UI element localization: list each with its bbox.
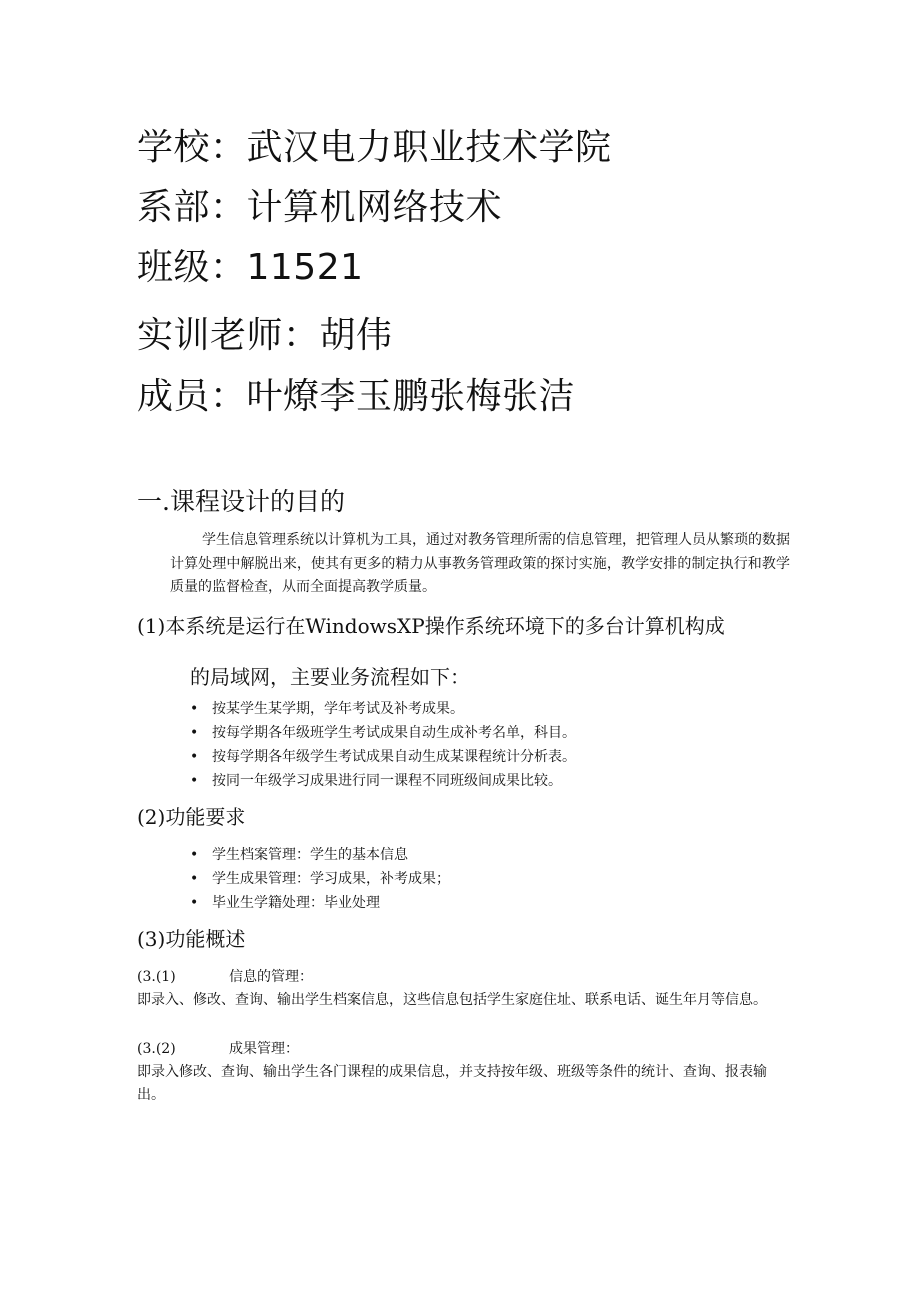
subsection-text: 即录入修改、查询、输出学生各门课程的成果信息，并支持按年级、班级等条件的统计、查询、报表输出。: [137, 1064, 767, 1103]
members-line: 成员：叶燎李玉鹏张梅张洁: [137, 376, 576, 417]
subsection-text: 即录入、修改、查询、输出学生档案信息，这些信息包括学生家庭住址、联系电话、诞生年月等信息。: [137, 992, 767, 1008]
department-line: 系部：计算机网络技术: [137, 187, 503, 228]
class-line: 班级：11521: [137, 247, 364, 288]
part3-title: (3)功能概述: [137, 927, 246, 951]
part2-title: (2)功能要求: [137, 805, 246, 829]
subsection-heading: (3.(1) 信息的管理：: [137, 969, 313, 985]
list-item: • 学生成果管理：学习成果，补考成果；: [190, 871, 450, 887]
list-item: • 按每学期各年级学生考试成果自动生成某课程统计分析表。: [190, 749, 576, 765]
section1-title: 一.课程设计的目的: [137, 487, 345, 516]
list-item: • 按同一年级学习成果进行同一课程不同班级间成果比较。: [190, 773, 562, 789]
section1-paragraph: 学生信息管理系统以计算机为工具，通过对教务管理所需的信息管理，把管理人员从繁琐的数据计算处理中解脱出来，使其有更多的精力从事教务管理政策的探讨实施，教学安排的制定执行和教学质量的监督检查，从而全面提高教学质量。: [170, 532, 790, 595]
list-item: • 按每学期各年级班学生考试成果自动生成补考名单，科目。: [190, 725, 576, 741]
list-item: • 毕业生学籍处理：毕业处理: [190, 895, 380, 911]
school-line: 学校：武汉电力职业技术学院: [137, 127, 612, 168]
list-item: • 按某学生某学期，学年考试及补考成果。: [190, 701, 464, 717]
subsection-heading: (3.(2) 成果管理：: [137, 1041, 299, 1057]
list-item: • 学生档案管理：学生的基本信息: [190, 847, 408, 863]
part1-title-line1: (1)本系统是运行在WindowsXP操作系统环境下的多台计算机构成: [137, 614, 725, 638]
teacher-line: 实训老师：胡伟: [137, 315, 393, 356]
part1-title-line2: 的局域网，主要业务流程如下：: [190, 665, 470, 689]
